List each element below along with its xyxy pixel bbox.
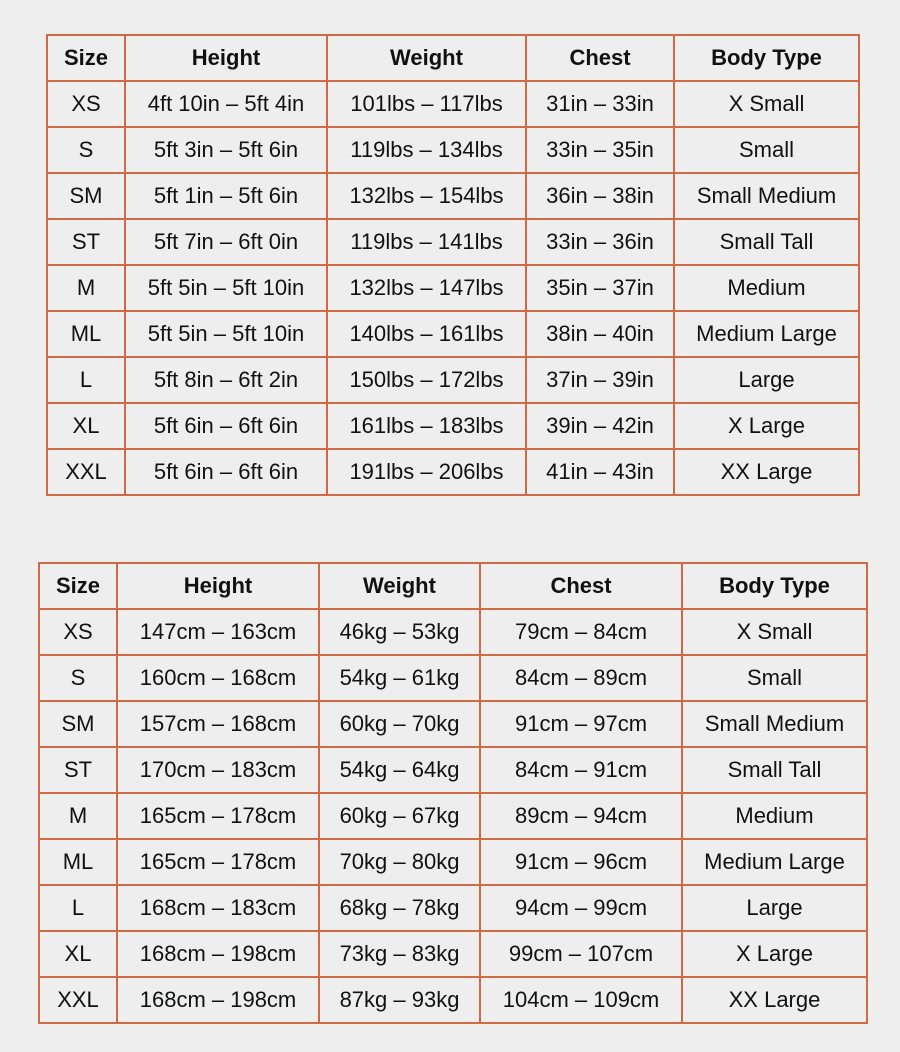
- size-cell: L: [39, 885, 117, 931]
- chest-cell: 91cm – 97cm: [480, 701, 682, 747]
- chest-cell: 84cm – 91cm: [480, 747, 682, 793]
- body-type-cell: Medium Large: [674, 311, 859, 357]
- height-cell: 5ft 6in – 6ft 6in: [125, 449, 327, 495]
- height-cell: 157cm – 168cm: [117, 701, 319, 747]
- size-cell: XXL: [47, 449, 125, 495]
- body-type-cell: Large: [674, 357, 859, 403]
- body-type-cell: Small: [674, 127, 859, 173]
- table-row: [39, 977, 867, 1023]
- chest-cell: 89cm – 94cm: [480, 793, 682, 839]
- chest-cell: 79cm – 84cm: [480, 609, 682, 655]
- height-cell: 5ft 3in – 5ft 6in: [125, 127, 327, 173]
- height-cell: 168cm – 198cm: [117, 977, 319, 1023]
- header-row: [39, 563, 867, 609]
- body-type-cell: X Large: [682, 931, 867, 977]
- column-header-height: Height: [117, 563, 319, 609]
- column-header-size: Size: [47, 35, 125, 81]
- body-type-cell: Small Medium: [682, 701, 867, 747]
- chest-cell: 41in – 43in: [526, 449, 674, 495]
- body-type-cell: X Small: [674, 81, 859, 127]
- body-type-cell: Small: [682, 655, 867, 701]
- height-cell: 5ft 8in – 6ft 2in: [125, 357, 327, 403]
- chest-cell: 91cm – 96cm: [480, 839, 682, 885]
- chest-cell: 33in – 35in: [526, 127, 674, 173]
- table-row: [47, 403, 859, 449]
- weight-cell: 132lbs – 154lbs: [327, 173, 526, 219]
- weight-cell: 54kg – 61kg: [319, 655, 480, 701]
- height-cell: 165cm – 178cm: [117, 793, 319, 839]
- weight-cell: 70kg – 80kg: [319, 839, 480, 885]
- chest-cell: 38in – 40in: [526, 311, 674, 357]
- height-cell: 168cm – 183cm: [117, 885, 319, 931]
- height-cell: 160cm – 168cm: [117, 655, 319, 701]
- column-header-weight: Weight: [327, 35, 526, 81]
- column-header-height: Height: [125, 35, 327, 81]
- height-cell: 4ft 10in – 5ft 4in: [125, 81, 327, 127]
- weight-cell: 54kg – 64kg: [319, 747, 480, 793]
- weight-cell: 60kg – 70kg: [319, 701, 480, 747]
- size-cell: S: [39, 655, 117, 701]
- table-row: [47, 127, 859, 173]
- body-type-cell: Medium: [674, 265, 859, 311]
- height-cell: 5ft 7in – 6ft 0in: [125, 219, 327, 265]
- table-row: [39, 793, 867, 839]
- column-header-body-type: Body Type: [682, 563, 867, 609]
- table-row: [39, 655, 867, 701]
- height-cell: 168cm – 198cm: [117, 931, 319, 977]
- chest-cell: 104cm – 109cm: [480, 977, 682, 1023]
- weight-cell: 140lbs – 161lbs: [327, 311, 526, 357]
- chest-cell: 37in – 39in: [526, 357, 674, 403]
- column-header-chest: Chest: [526, 35, 674, 81]
- size-cell: ST: [47, 219, 125, 265]
- chest-cell: 99cm – 107cm: [480, 931, 682, 977]
- weight-cell: 73kg – 83kg: [319, 931, 480, 977]
- body-type-cell: X Small: [682, 609, 867, 655]
- table-row: [39, 747, 867, 793]
- imperial-size-table: [46, 34, 860, 496]
- weight-cell: 119lbs – 134lbs: [327, 127, 526, 173]
- table-row: [39, 609, 867, 655]
- height-cell: 5ft 5in – 5ft 10in: [125, 265, 327, 311]
- size-cell: ST: [39, 747, 117, 793]
- size-cell: ML: [39, 839, 117, 885]
- size-cell: XS: [39, 609, 117, 655]
- chest-cell: 33in – 36in: [526, 219, 674, 265]
- column-header-chest: Chest: [480, 563, 682, 609]
- column-header-weight: Weight: [319, 563, 480, 609]
- height-cell: 5ft 5in – 5ft 10in: [125, 311, 327, 357]
- weight-cell: 119lbs – 141lbs: [327, 219, 526, 265]
- body-type-cell: Large: [682, 885, 867, 931]
- size-cell: XL: [47, 403, 125, 449]
- chest-cell: 84cm – 89cm: [480, 655, 682, 701]
- weight-cell: 87kg – 93kg: [319, 977, 480, 1023]
- body-type-cell: Small Medium: [674, 173, 859, 219]
- body-type-cell: Small Tall: [674, 219, 859, 265]
- height-cell: 5ft 1in – 5ft 6in: [125, 173, 327, 219]
- column-header-body-type: Body Type: [674, 35, 859, 81]
- weight-cell: 132lbs – 147lbs: [327, 265, 526, 311]
- size-cell: XS: [47, 81, 125, 127]
- size-cell: XXL: [39, 977, 117, 1023]
- body-type-cell: Small Tall: [682, 747, 867, 793]
- size-cell: SM: [39, 701, 117, 747]
- height-cell: 147cm – 163cm: [117, 609, 319, 655]
- table-row: [47, 219, 859, 265]
- table-row: [47, 173, 859, 219]
- table-row: [47, 357, 859, 403]
- weight-cell: 161lbs – 183lbs: [327, 403, 526, 449]
- size-cell: XL: [39, 931, 117, 977]
- chest-cell: 31in – 33in: [526, 81, 674, 127]
- body-type-cell: Medium Large: [682, 839, 867, 885]
- table-row: [47, 265, 859, 311]
- table-row: [39, 931, 867, 977]
- table-row: [39, 885, 867, 931]
- body-type-cell: Medium: [682, 793, 867, 839]
- table-row: [47, 449, 859, 495]
- body-type-cell: X Large: [674, 403, 859, 449]
- size-cell: M: [39, 793, 117, 839]
- size-cell: M: [47, 265, 125, 311]
- height-cell: 5ft 6in – 6ft 6in: [125, 403, 327, 449]
- size-cell: ML: [47, 311, 125, 357]
- chest-cell: 94cm – 99cm: [480, 885, 682, 931]
- body-type-cell: XX Large: [682, 977, 867, 1023]
- weight-cell: 191lbs – 206lbs: [327, 449, 526, 495]
- weight-cell: 60kg – 67kg: [319, 793, 480, 839]
- chest-cell: 36in – 38in: [526, 173, 674, 219]
- chest-cell: 35in – 37in: [526, 265, 674, 311]
- height-cell: 170cm – 183cm: [117, 747, 319, 793]
- weight-cell: 68kg – 78kg: [319, 885, 480, 931]
- table-row: [39, 839, 867, 885]
- body-type-cell: XX Large: [674, 449, 859, 495]
- chest-cell: 39in – 42in: [526, 403, 674, 449]
- size-cell: L: [47, 357, 125, 403]
- table-row: [39, 701, 867, 747]
- table-row: [47, 81, 859, 127]
- metric-size-table: [38, 562, 868, 1024]
- weight-cell: 101lbs – 117lbs: [327, 81, 526, 127]
- header-row: [47, 35, 859, 81]
- size-cell: SM: [47, 173, 125, 219]
- table-row: [47, 311, 859, 357]
- size-cell: S: [47, 127, 125, 173]
- column-header-size: Size: [39, 563, 117, 609]
- weight-cell: 46kg – 53kg: [319, 609, 480, 655]
- weight-cell: 150lbs – 172lbs: [327, 357, 526, 403]
- height-cell: 165cm – 178cm: [117, 839, 319, 885]
